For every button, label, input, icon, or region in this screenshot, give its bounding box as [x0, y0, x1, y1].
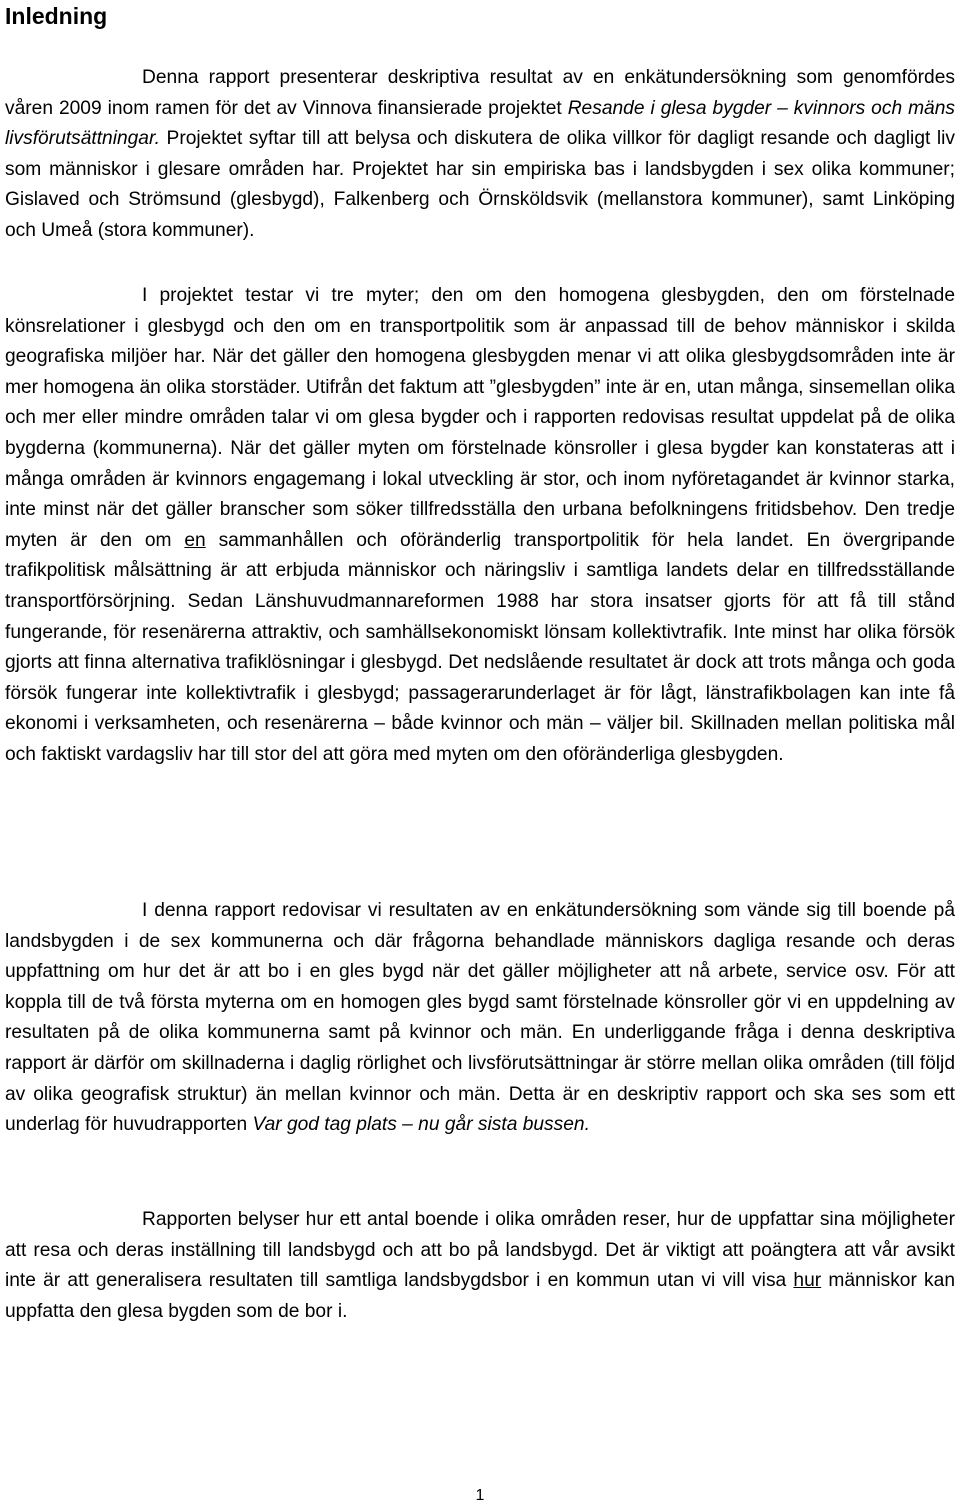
paragraph-survey	[5, 896, 955, 1141]
underlined-text-run: hur	[793, 1270, 822, 1292]
paragraph-intro	[5, 63, 955, 247]
text-run: Projektet syftar till att belysa och diskutera de olika villkor för dagligt resande och dagligt liv som människor i glesare områden har. Projektet har sin empiriska bas i landsbygden i sex olika kommuner; Gislaved och Strömsund (glesbygd), Falkenberg och Örnsköldsvik (mellanstora kommuner), samt Linköping och Umeå (stora kommuner).	[5, 128, 955, 241]
page-number: 1	[475, 1487, 485, 1504]
text-run: I projektet testar vi tre myter; den om den homogena glesbygden, den om förstelnade könsrelationer i glesbygd och den om en transportpolitik som är anpassad till de behov människor i skilda geografiska miljöer har. När det gäller den homogena glesbygden menar vi att olika glesbygdsområden inte är mer homogena än olika storstäder. Utifrån det faktum att ”glesbygden” inte är en, utan många, sinsemellan olika och mer eller mindre områden talar vi om glesa bygder och i rapporten redovisas resultat uppdelat på de olika bygderna (kommunerna). När det gäller myten om förstelnade könsroller i glesa bygder kan konstateras att i många områden är kvinnors engagemang i lokal utveckling är stor, och inom nyföretagandet är kvinnor starka, inte minst när det gäller branscher som söker tillfredsställa den urbana befolkningens fritidsbehov. Den tredje myten är den om	[5, 285, 955, 551]
underlined-text-run: en	[184, 529, 206, 551]
text-run: Rapporten belyser hur ett antal boende i olika områden reser, hur de uppfattar sina möjligheter att resa och deras inställning till landsbygd och att bo på landsbygd. Det är viktigt att poängtera att vår avsikt inte är att generalisera resultaten till samtliga landsbygdsbor i en kommun utan vi vill visa	[5, 1209, 955, 1292]
text-run: Denna rapport presenterar deskriptiva resultat av en enkätundersökning som genomfördes våren 2009 inom ramen för det av Vinnova finansierade projektet	[5, 67, 955, 119]
text-run: människor kan uppfatta den glesa bygden som de bor i.	[5, 1270, 955, 1322]
paragraph-myths	[5, 281, 955, 771]
text-run: I denna rapport redovisar vi resultaten av en enkätundersökning som vände sig till boende på landsbygden i de sex kommunerna och där frågorna behandlade människors dagliga resande och deras uppfattning om hur det är att bo i en gles bygd när det gäller möjligheter att nå arbete, service osv. För att koppla till de två första myterna om en homogen gles bygd samt förstelnade könsroller gör vi en uppdelning av resultaten på de olika kommunerna samt på kvinnor och män. En underliggande fråga i denna deskriptiva rapport är därför om skillnaderna i daglig rörlighet och livsförutsättningar är större mellan olika områden (till följd av olika geografisk struktur) än mellan kvinnor och män. Detta är en deskriptiv rapport och ska ses som ett underlag för huvudrapporten	[5, 900, 955, 1136]
section-heading: Inledning	[5, 3, 108, 29]
paragraph-purpose	[5, 1205, 955, 1327]
text-run: sammanhållen och oföränderlig transportpolitik för hela landet. En övergripande trafikpolitisk målsättning är att erbjuda människor och näringsliv i samtliga landets delar en tillfredsställande transportförsörjning. Sedan Länshuvudmannareformen 1988 har stora insatser gjorts för att få till stånd fungerande, för resenärerna attraktiv, och samhällsekonomiskt lönsam kollektivtrafik. Inte minst har olika försök gjorts att finna alternativa trafiklösningar i glesbygd. Det nedslående resultatet är dock att trots många och goda försök fungerar inte kollektivtrafik i glesbygd; passagerarunderlaget är för lågt, länstrafikbolagen kan inte få ekonomi i verksamheten, och resenärerna – både kvinnor och män – väljer bil. Skillnaden mellan politiska mål och faktiskt vardagsliv har till stor del att göra med myten om den oföränderliga glesbygden.	[5, 529, 955, 765]
italic-text-run: Resande i glesa bygder – kvinnors och mäns livsförutsättningar.	[5, 97, 955, 150]
italic-text-run: Var god tag plats – nu går sista bussen.	[252, 1114, 590, 1136]
